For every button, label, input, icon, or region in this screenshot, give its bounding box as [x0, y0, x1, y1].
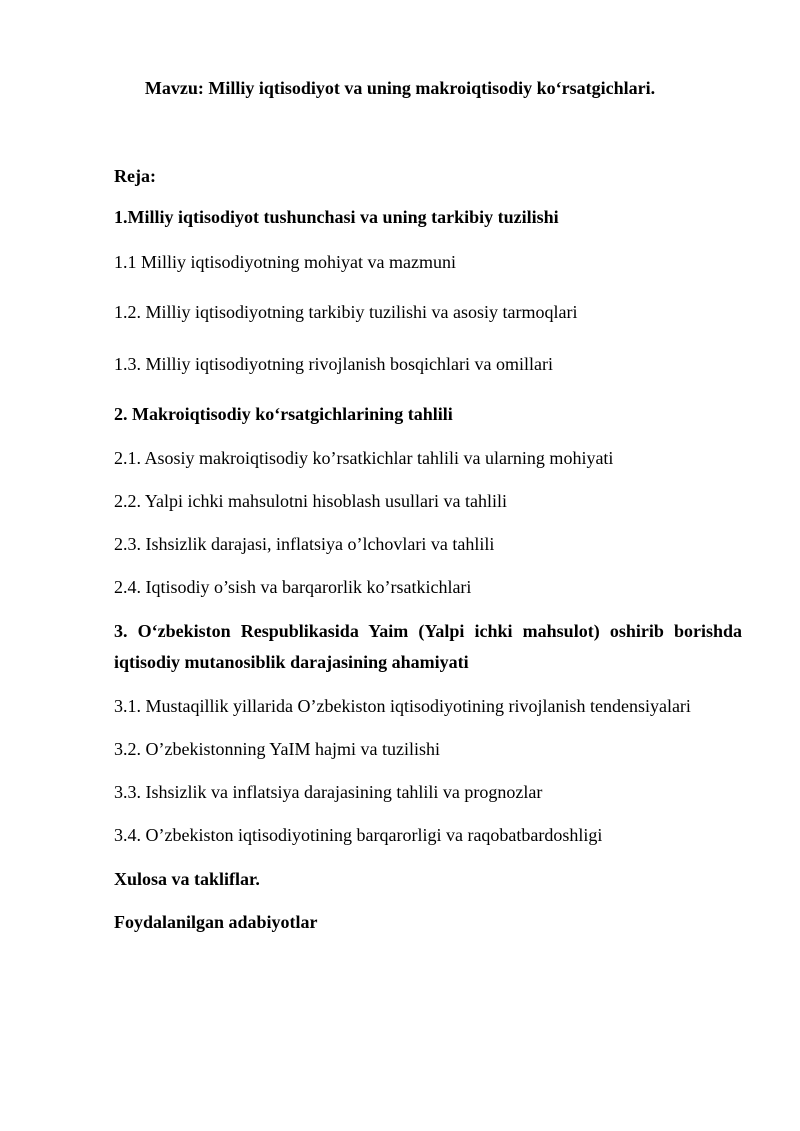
section-1-heading: 1.Milliy iqtisodiyot tushunchasi va uning tarkibiy tuzilishi — [114, 207, 559, 227]
section-3-heading-line-1: 3. O‘zbekiston Respublikasida Yaim (Yalpi ichki mahsulot) oshirib borishda — [114, 621, 742, 641]
document-title: Mavzu: Milliy iqtisodiyot va uning makroiqtisodiy ko‘rsatgichlari. — [144, 78, 656, 98]
list-item: 1.3. Milliy iqtisodiyotning rivojlanish bosqichlari va omillari — [114, 354, 553, 374]
section-3-heading-line-2: iqtisodiy mutanosiblik darajasining ahamiyati — [114, 652, 469, 672]
conclusion-heading: Xulosa va takliflar. — [114, 869, 260, 889]
list-item: 3.3. Ishsizlik va inflatsiya darajasining tahlili va prognozlar — [114, 782, 543, 802]
references-heading: Foydalanilgan adabiyotlar — [114, 912, 318, 932]
list-item: 3.4. O’zbekiston iqtisodiyotining barqarorligi va raqobatbardoshligi — [114, 825, 603, 845]
list-item: 2.2. Yalpi ichki mahsulotni hisoblash usullari va tahlili — [114, 491, 507, 511]
list-item: 3.2. O’zbekistonning YaIM hajmi va tuzilishi — [114, 739, 440, 759]
list-item: 3.1. Mustaqillik yillarida O’zbekiston iqtisodiyotining rivojlanish tendensiyalari — [114, 696, 691, 716]
list-item: 2.3. Ishsizlik darajasi, inflatsiya o’lchovlari va tahlili — [114, 534, 495, 554]
list-item: 2.4. Iqtisodiy o’sish va barqarorlik ko’rsatkichlari — [114, 577, 472, 597]
section-2-heading: 2. Makroiqtisodiy ko‘rsatgichlarining tahlili — [114, 404, 453, 424]
list-item: 2.1. Asosiy makroiqtisodiy ko’rsatkichlar tahlili va ularning mohiyati — [114, 448, 614, 468]
list-item: 1.2. Milliy iqtisodiyotning tarkibiy tuzilishi va asosiy tarmoqlari — [114, 302, 578, 322]
plan-heading: Reja: — [114, 166, 156, 186]
list-item: 1.1 Milliy iqtisodiyotning mohiyat va mazmuni — [114, 252, 456, 272]
